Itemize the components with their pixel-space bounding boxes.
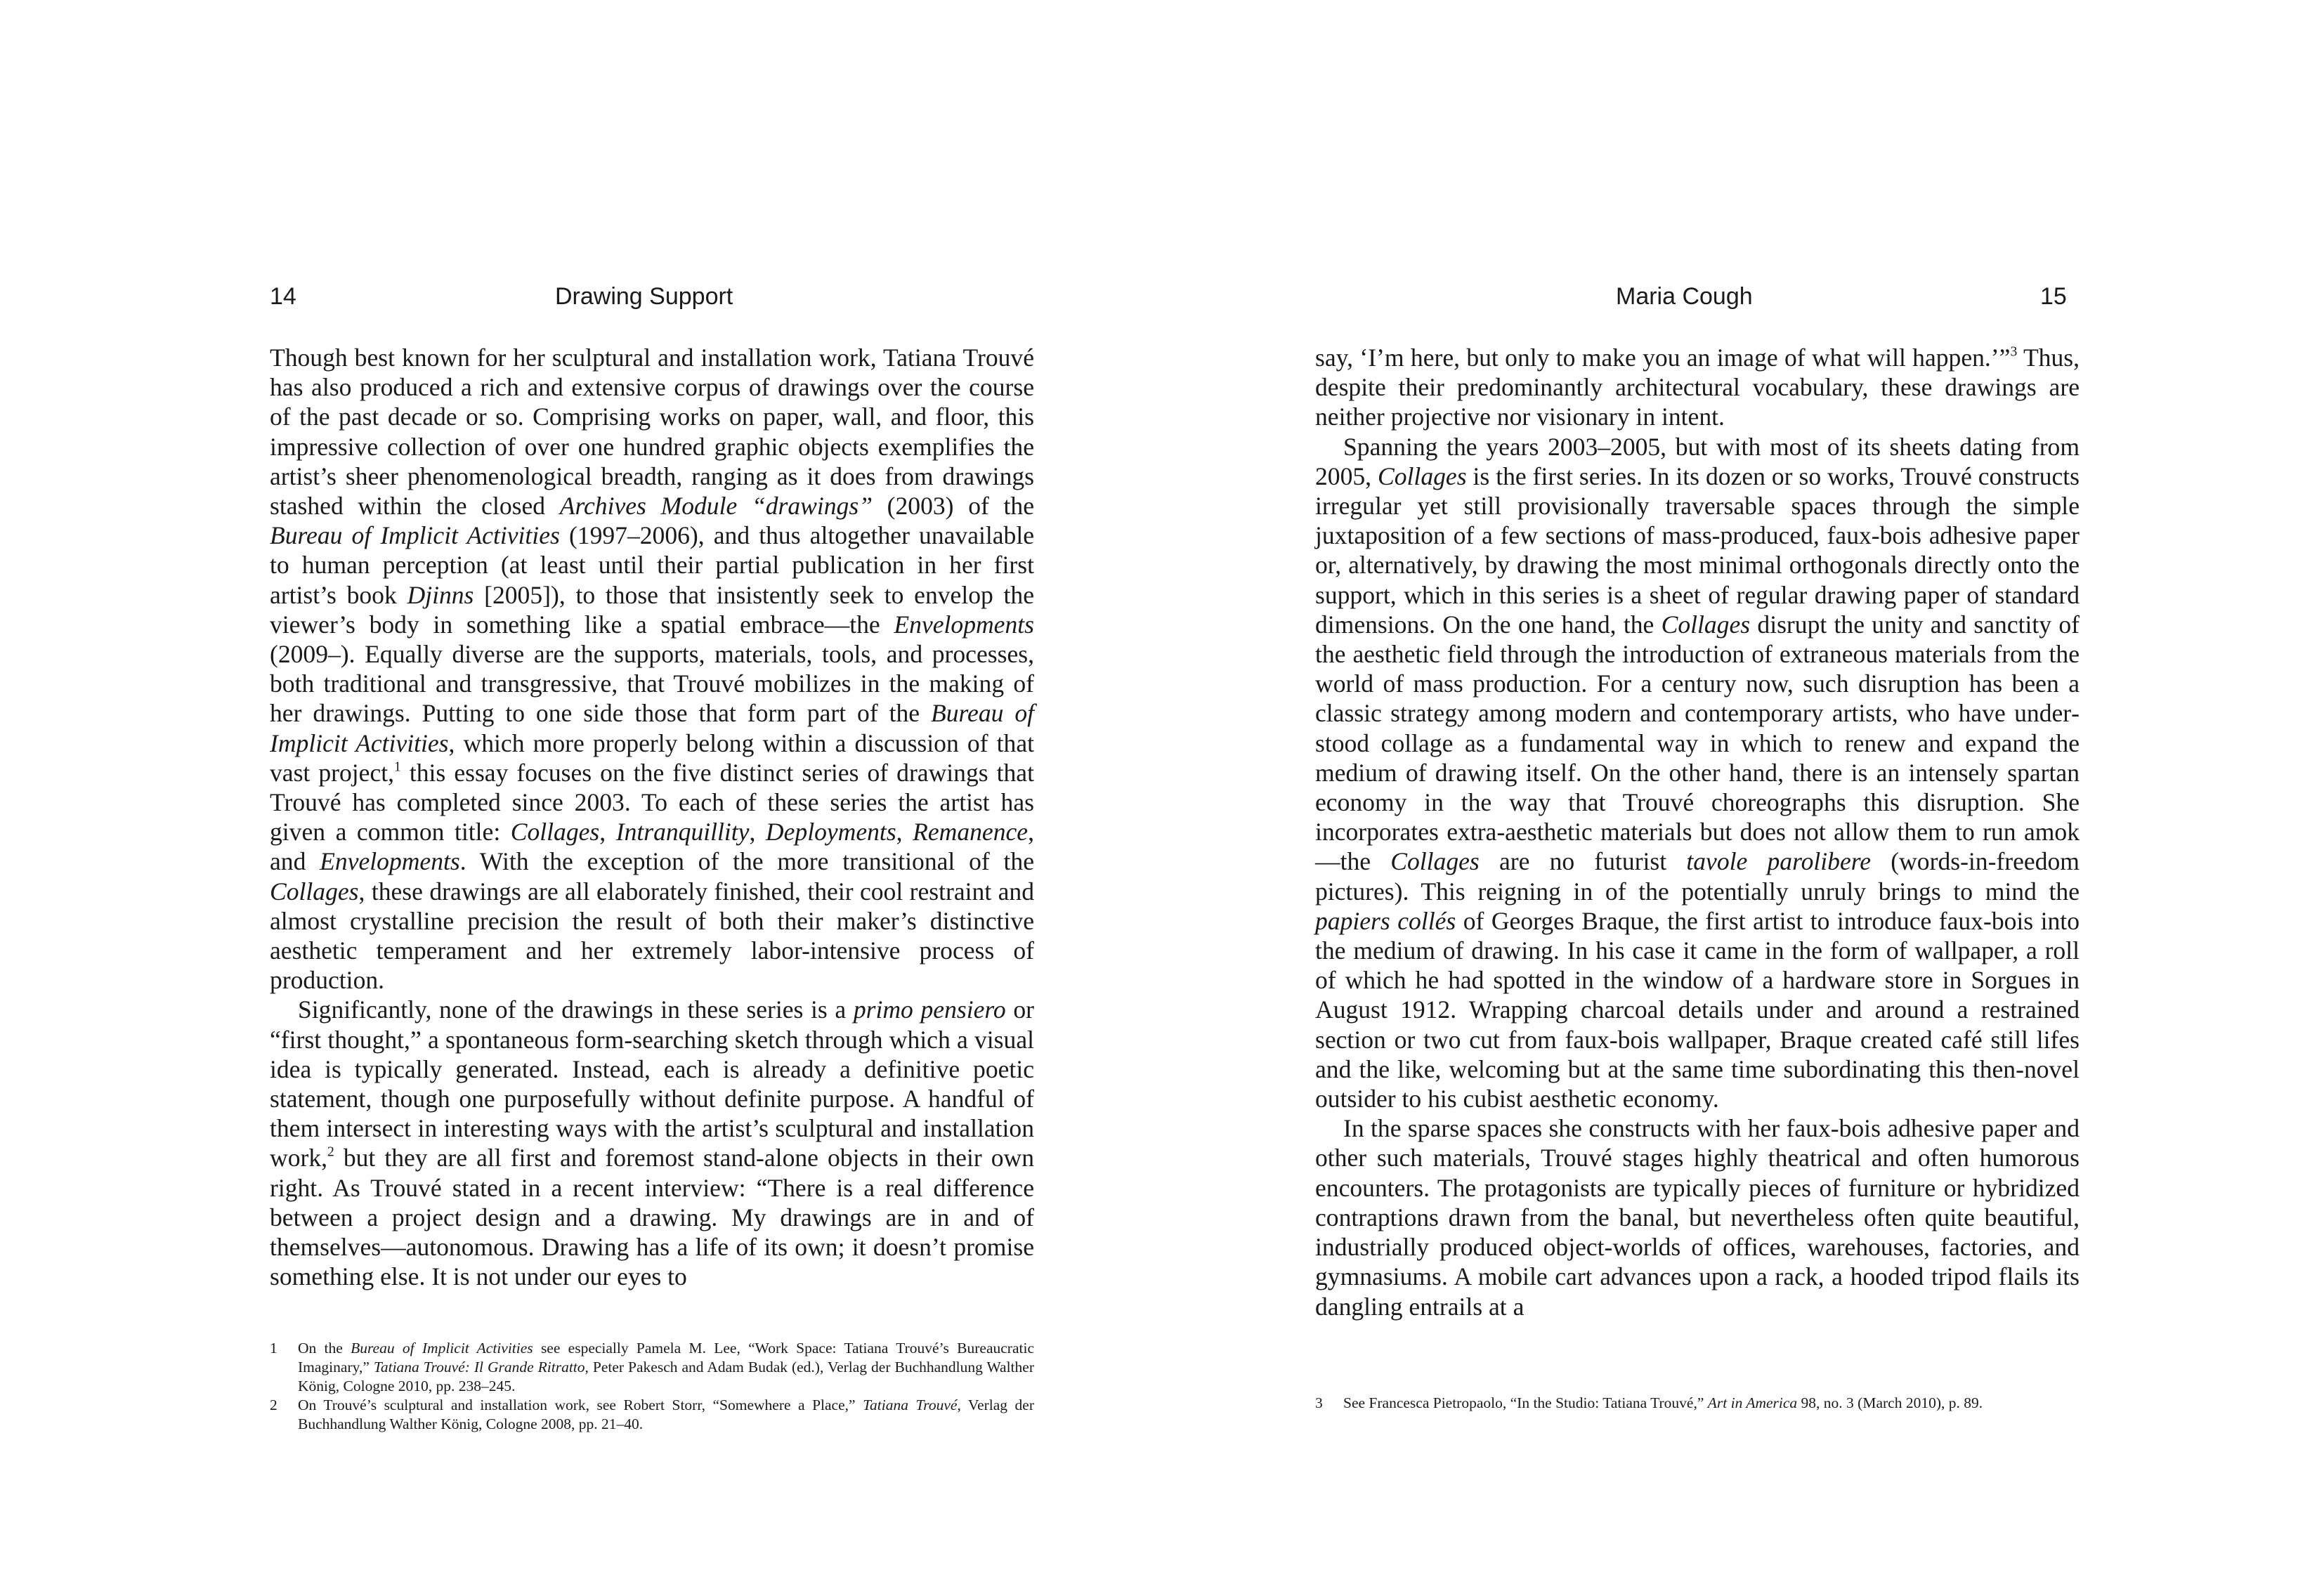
paragraph [1315, 432, 2080, 1114]
running-head-right: Maria Cough [1616, 283, 1753, 310]
paragraph [1315, 343, 2080, 432]
footnote-text [1343, 1394, 1983, 1411]
text-run: . With the exception of the more transitional of the [459, 847, 1035, 876]
text-run: are no futurist [1479, 847, 1687, 876]
text-run: see especially Pamela M. Lee, “Work Space: Tatiana Trouvé’s Bureaucratic Imaginary,” [298, 1340, 1034, 1375]
folio-right: 15 [2040, 283, 2067, 310]
text-run: (2003) of the [872, 492, 1034, 521]
text-run: In the sparse spaces she constructs with her faux-bois adhesive paper and other such materials, Trouvé stages highly theatrical and often humorous encounters. The protagonists are typically pieces of furniture or hybridized contraptions drawn from the banal, but nevertheless often quite beautiful, industrially produced object-worlds of offices, warehouses, factories, and gymnasiums. A mobile cart advances upon a rack, a hooded tripod flails its dangling entrails at a [1315, 1114, 2080, 1321]
note-reference: 2 [327, 1144, 334, 1160]
text-run: , [896, 818, 913, 846]
text-run: (words-in-freedom pictures). This reigning in of the potentially unruly brings to mind the [1315, 847, 2080, 906]
text-run: but they are all first and foremost stand-alone objects in their own right. As Trouvé stated in a recent interview: “There is a real difference between a project design and a drawing. My drawings are in and of themselves—autonomous. Drawing has a life of its own; it doesn’t promise something else. It is not under our eyes to [270, 1144, 1034, 1291]
text-run: On Trouvé’s sculptural and installation work, see Robert Storr, “Somewhere a Place,” [298, 1397, 863, 1413]
text-run: , and [270, 818, 1034, 876]
text-run: is the first series. In its dozen or so works, Trouvé constructs irregular yet still provisionally traversable spaces through the simple juxtaposition of a few sections of mass-produced, faux-bois adhesive paper or, alternatively, by drawing the most minimal orthogonals directly onto the support, which in this series is a sheet of regular drawing paper of standard dimensions. On the one hand, the [1315, 462, 2080, 639]
text-run: , [749, 818, 766, 846]
italic-text: Archives Module “drawings” [559, 492, 873, 521]
text-run: , [599, 818, 616, 846]
italic-text: Bureau of Implicit Activities [270, 699, 1034, 757]
note-reference: 1 [394, 759, 401, 775]
italic-text: papiers collés [1315, 906, 1456, 935]
text-run: , which more properly belong within a discussion of that vast project, [270, 728, 1034, 787]
footnote-text [298, 1340, 1034, 1394]
folio-left: 14 [270, 283, 296, 310]
footnote-number: 3 [1315, 1394, 1323, 1411]
body-text-left [270, 343, 1034, 1292]
italic-text: Collages [510, 818, 600, 846]
italic-text: Envelopments [320, 847, 460, 876]
italic-text: Intranquillity [615, 818, 750, 846]
running-head-left: Drawing Support [555, 283, 733, 310]
text-run: See Francesca Pietropaolo, “In the Studio: Tatiana Trouvé,” [1343, 1394, 1708, 1411]
italic-text: Remanence [913, 818, 1029, 846]
text-run: or “first thought,” a spontaneous form-searching sketch through which a visual idea is typically generated. Instead, each is already a definitive poetic statement, though one purposefully without definite purpose. A handful of them intersect in interesting ways with the artist’s sculptural and installation work, [270, 995, 1034, 1172]
right-page [1162, 0, 2324, 1582]
footnote-number: 1 [270, 1340, 278, 1357]
italic-text: Deployments [765, 818, 896, 846]
paragraph [1315, 1113, 2080, 1321]
footnote-text [298, 1397, 1034, 1432]
note-reference: 3 [2010, 344, 2018, 360]
footnotes-left [270, 1339, 1034, 1434]
paragraph [270, 995, 1034, 1291]
italic-text: Collages [1661, 610, 1751, 639]
text-run: this essay focuses on the five distinct series of drawings that Trouvé has completed since 2003. To each of these series the artist has given a common title: [270, 758, 1034, 846]
text-run: (2009–). Equally diverse are the supports, materials, tools, and processes, both traditional and transgressive, that Trouvé mobilizes in the making of her drawings. Putting to one side those that form part of the [270, 640, 1034, 728]
text-run: , Verlag der Buchhandlung Walther König, Cologne 2008, pp. 21–40. [298, 1397, 1034, 1432]
italic-text: Collages [1390, 847, 1480, 876]
text-run: Thus, despite their predominantly architectural vocabulary, these drawings are neither projective nor visionary in intent. [1315, 344, 2080, 431]
text-run: 98, no. 3 (March 2010), p. 89. [1797, 1394, 1983, 1411]
text-run: , Peter Pakesch and Adam Budak (ed.), Verlag der Buchhandlung Walther König, Cologne 2010, pp. 238–245. [298, 1359, 1034, 1394]
italic-text: tavole parolibere [1686, 847, 1872, 876]
text-run: of Georges Braque, the first artist to introduce faux-bois into the medium of drawing. In his case it came in the form of wallpaper, a roll of which he had spotted in the window of a hardware store in Sorgues in August 1912. Wrapping charcoal details under and around a restrained section or two cut from faux-bois wallpaper, Braque created café still lifes and the like, welcoming but at the same time subordinating this then-novel outsider to his cubist aesthetic economy. [1315, 906, 2080, 1113]
footnote [1315, 1394, 2080, 1413]
text-run: [2005]), to those that insistently seek to envelop the viewer’s body in something like a spatial embrace—the [270, 580, 1034, 639]
italic-text: Tatiana Trouvé [863, 1397, 958, 1413]
text-run: say, ‘I’m here, but only to make you an image of what will happen.’” [1315, 344, 2011, 372]
text-run: disrupt the unity and sanctity of the aesthetic field through the introduction of extraneous materials from the world of mass production. For a century now, such disruption has been a classic strategy among modern and contemporary artists, who have understood collage as a fundamental way in which to renew and expand the medium of drawing itself. On the other hand, there is an intensely spartan economy in the way that Trouvé choreographs this disruption. She incorporates extra-aesthetic materials but does not allow them to run amok—the [1315, 610, 2080, 876]
body-text-right [1315, 343, 2080, 1321]
text-run: Significantly, none of the drawings in these series is a [298, 995, 854, 1024]
italic-text: primo pensiero [853, 995, 1006, 1024]
italic-text: Tatiana Trouvé: Il Grande Ritratto [373, 1359, 585, 1375]
text-run: On the [298, 1340, 351, 1357]
footnote-number: 2 [270, 1397, 278, 1413]
italic-text: Collages [1378, 462, 1467, 490]
italic-text: Envelopments [894, 610, 1034, 639]
footnote [270, 1339, 1034, 1396]
paragraph [270, 343, 1034, 995]
footnote [270, 1396, 1034, 1434]
italic-text: Art in America [1707, 1394, 1798, 1411]
text-run: Spanning the years 2003–2005, but with most of its sheets dating from 2005, [1315, 432, 2080, 490]
footnotes-right [1315, 1394, 2080, 1413]
italic-text: Djinns [407, 580, 474, 609]
italic-text: Bureau of Implicit Activities [351, 1340, 533, 1357]
text-run: Though best known for her sculptural and installation work, Tatiana Trouvé has also produced a rich and extensive corpus of drawings over the course of the past decade or so. Comprising works on paper, wall, and floor, this impressive collection of over one hundred graphic objects exemplifies the artist’s sheer phenomenological breadth, ranging as it does from drawings stashed within the closed [270, 344, 1034, 521]
italic-text: Collages [270, 877, 359, 906]
text-run: , these drawings are all elaborately finished, their cool restraint and almost crystalline precision the result of both their maker’s distinctive aesthetic temperament and her extremely labor-intensive process of production. [270, 877, 1034, 995]
text-run: (1997–2006), and thus altogether unavailable to human perception (at least until their partial publication in her first artist’s book [270, 521, 1035, 609]
italic-text: Bureau of Implicit Activities [270, 521, 560, 550]
